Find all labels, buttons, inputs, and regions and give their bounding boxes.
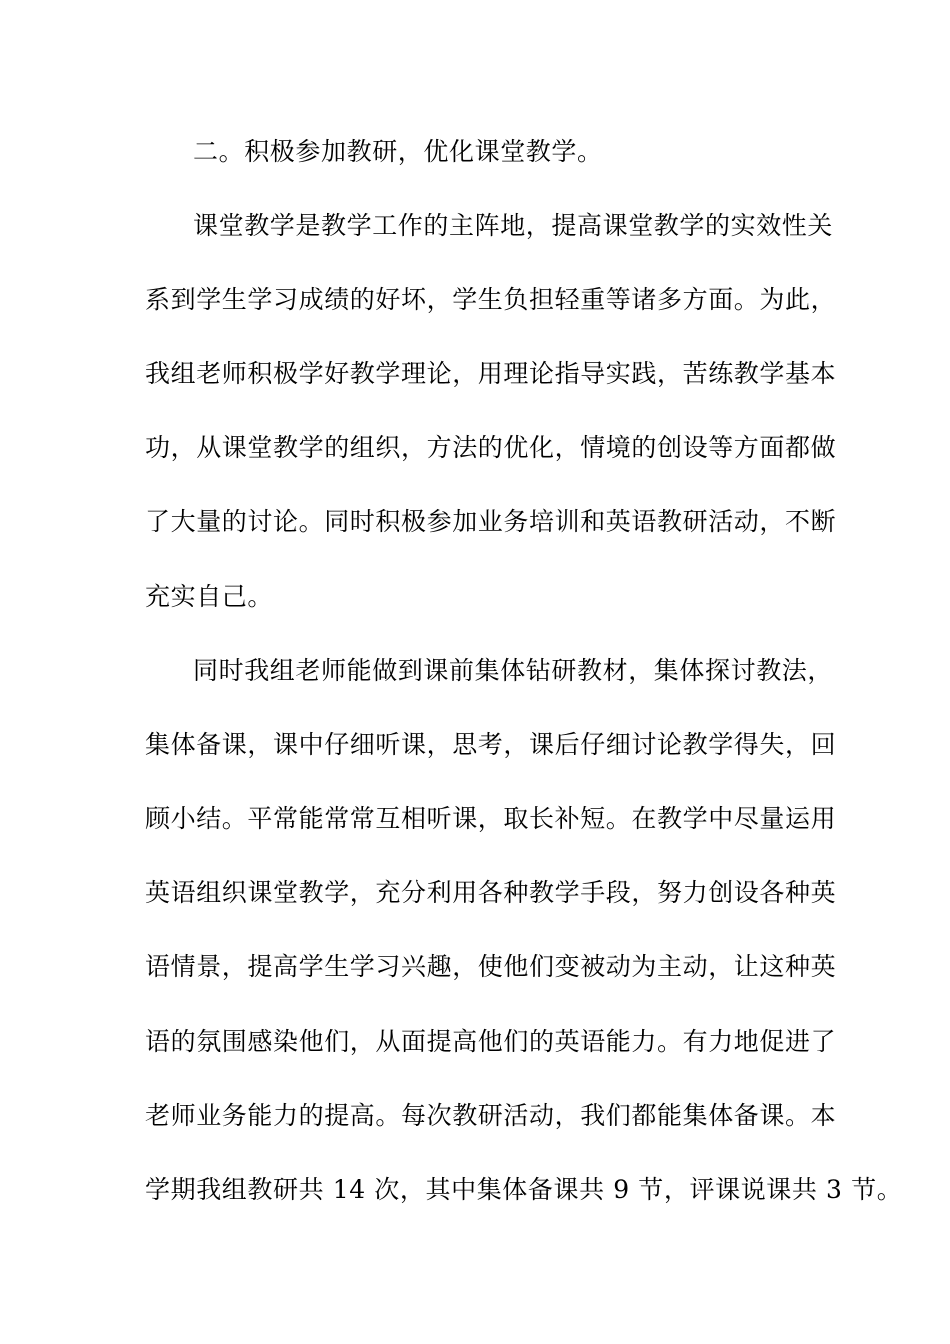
paragraph-2-line-5: 语情景，提高学生学习兴趣，使他们变被动为主动，让这种英 bbox=[145, 952, 837, 981]
paragraph-2-line-1: 同时我组老师能做到课前集体钻研教材，集体探讨教法， bbox=[193, 656, 834, 685]
paragraph-1-line-5: 了大量的讨论。同时积极参加业务培训和英语教研活动，不断 bbox=[145, 507, 837, 536]
paragraph-1-line-2: 系到学生学习成绩的好坏，学生负担轻重等诸多方面。为此， bbox=[145, 285, 837, 314]
section-heading: 二。积极参加教研，优化课堂教学。 bbox=[193, 137, 603, 166]
paragraph-1-line-3: 我组老师积极学好教学理论，用理论指导实践，苦练教学基本 bbox=[145, 359, 837, 388]
paragraph-2-line-6: 语的氛围感染他们，从面提高他们的英语能力。有力地促进了 bbox=[145, 1027, 837, 1056]
paragraph-1-line-4: 功，从课堂教学的组织，方法的优化，情境的创设等方面都做 bbox=[145, 433, 837, 462]
paragraph-2-line-7: 老师业务能力的提高。每次教研活动，我们都能集体备课。本 bbox=[145, 1101, 837, 1130]
paragraph-2-line-2: 集体备课，课中仔细听课，思考，课后仔细讨论教学得失，回 bbox=[145, 730, 837, 759]
paragraph-2-line-8: 学期我组教研共 14 次，其中集体备课共 9 节，评课说课共 3 节。 bbox=[145, 1175, 903, 1204]
paragraph-2-line-3: 顾小结。平常能常常互相听课，取长补短。在教学中尽量运用 bbox=[145, 804, 837, 833]
paragraph-1-line-6: 充实自己。 bbox=[145, 582, 274, 611]
paragraph-1-line-1: 课堂教学是教学工作的主阵地，提高课堂教学的实效性关 bbox=[193, 211, 834, 240]
paragraph-2-line-4: 英语组织课堂教学，充分利用各种教学手段，努力创设各种英 bbox=[145, 878, 837, 907]
